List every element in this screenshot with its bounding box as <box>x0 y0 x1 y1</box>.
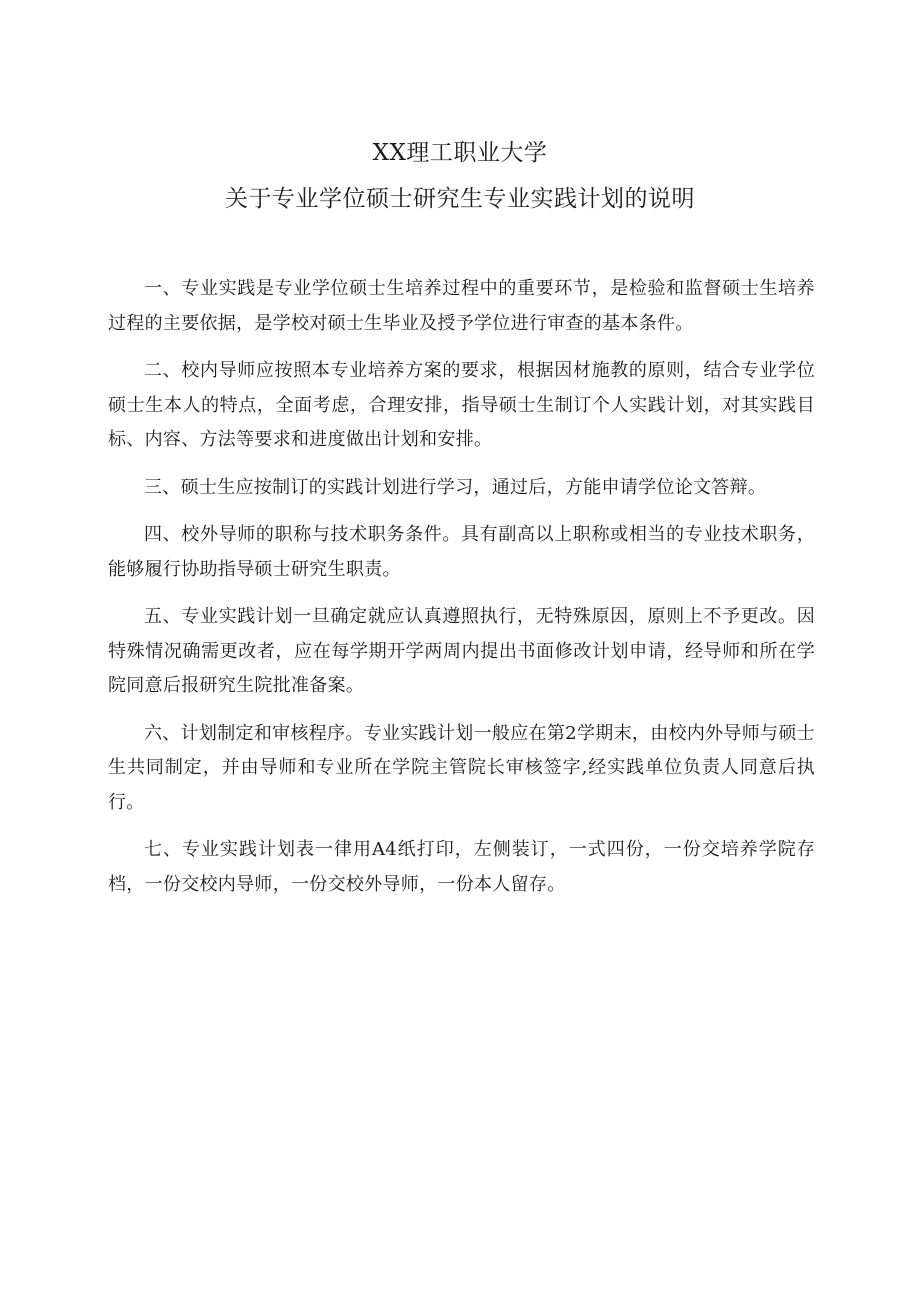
title-block <box>0 130 920 222</box>
paragraph-1: 一、专业实践是专业学位硕士生培养过程中的重要环节，是检验和监督硕士生培养过程的主要依据，是学校对硕士生毕业及授予学位进行审查的基本条件。 <box>108 278 815 334</box>
paragraph-5: 五、专业实践计划一旦确定就应认真遵照执行，无特殊原因，原则上不予更改。因特殊情况确需更改者，应在每学期开学两周内提出书面修改计划申请，经导师和所在学院同意后报研究生院批准备案。 <box>108 606 815 696</box>
paragraph-4: 四、校外导师的职称与技术职务条件。具有副高以上职称或相当的专业技术职务，能够履行协助指导硕士研究生职责。 <box>108 524 815 580</box>
paragraph-7: 七、专业实践计划表一律用A4纸打印，左侧装订，一式四份，一份交培养学院存档，一份交校内导师，一份交校外导师，一份本人留存。 <box>108 839 815 895</box>
paragraph-2: 二、校内导师应按照本专业培养方案的要求，根据因材施教的原则，结合专业学位硕士生本人的特点，全面考虑，合理安排，指导硕士生制订个人实践计划，对其实践目标、内容、方法等要求和进度做出计划和安排。 <box>108 360 815 450</box>
paragraph-3: 三、硕士生应按制订的实践计划进行学习，通过后，方能申请学位论文答辩。 <box>144 476 767 498</box>
document-body <box>108 272 815 915</box>
document-title: 关于专业学位硕士研究生专业实践计划的说明 <box>225 186 695 212</box>
paragraph-6: 六、计划制定和审核程序。专业实践计划一般应在第2学期末，由校内外导师与硕士生共同制定，并由导师和专业所在学院主管院长审核签字,经实践单位负责人同意后执行。 <box>108 722 815 813</box>
university-title: XX理工职业大学 <box>372 140 548 166</box>
